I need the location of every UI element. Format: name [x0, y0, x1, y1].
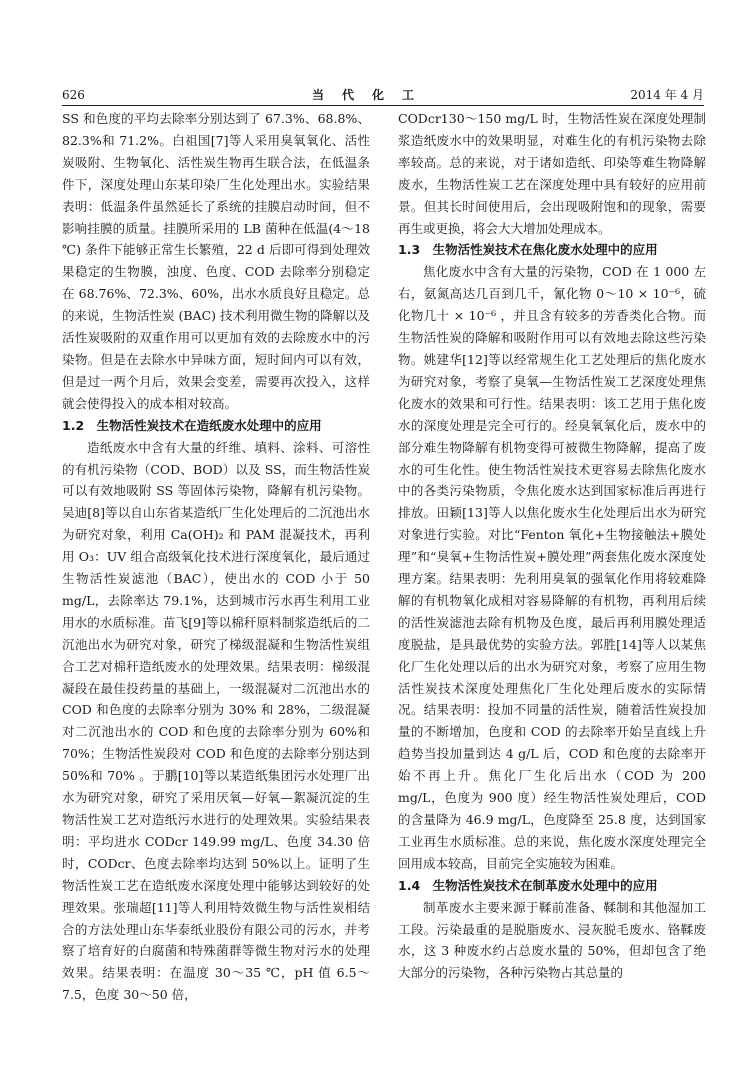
running-header	[62, 86, 704, 104]
left-paragraph-1: SS 和色度的平均去除率分别达到了 67.3%、68.8%、82.3%和 71.2%。白祖国[7]等人采用臭氧氧化、活性炭吸附、生物氧化、活性炭生物再生联合法，在低温条件下，深度处理山东某印染厂生化处理出水。实验结果表明：低温条件虽然延长了系统的挂膜启动时间，但不影响挂膜的质量。挂膜所采用的 LB 菌种在低温(4～18 ℃) 条件下能够正常生长繁殖，22 d 后即可得到处理效果稳定的生物膜，浊度、色度、COD 去除率分别稳定在 68.76%、72.3%、60%，出水水质良好且稳定。总的来说，生物活性炭 (BAC) 技术利用微生物的降解以及活性炭吸附的双重作用可以更加有效的去除废水中的污染物。但是在去除水中异味方面，短时间内可以有效，但是过一两个月后，效果会变差，需要再次投入，这样就会使得投入的成本相对较高。	[62, 111, 370, 411]
issue-date: 2014 年 4 月	[630, 88, 704, 102]
right-paragraph-2: 焦化废水中含有大量的污染物，COD 在 1 000 左右，氨氮高达几百到几千，氰化物 0～10 × 10⁻⁶，硫化物几十 × 10⁻⁶ ，并且含有较多的芳香类化合物。而生物活性炭的降解和吸附作用可以有效地去除这些污染物。姚建华[12]等以经常规生化工艺处理后的焦化废水为研究对象，考察了臭氧—生物活性炭工艺深度处理焦化废水的效果和可行性。结果表明：该工艺用于焦化废水的深度处理是完全可行的。经臭氧氧化后，废水中的部分难生物降解有机物变得可被微生物降解，提高了废水的可生化性。使生物活性炭技术更容易去除焦化废水中的各类污染物质，令焦化废水达到国家标准后再进行排放。田颖[13]等人以焦化废水生化处理后出水为研究对象进行实验。对比“Fenton 氧化+生物接触法+膜处理”和“臭氧+生物活性炭+膜处理”两套焦化废水深度处理方案。结果表明：先利用臭氧的强氧化作用将较难降解的有机物氧化成相对容易降解的有机物，再利用后续的活性炭滤池去除有机物及色度，最后再利用膜处理适度脱盐，是具最优势的实验方法。郭胜[14]等人以某焦化厂生化处理以后的出水为研究对象，考察了应用生物活性炭技术深度处理焦化厂生化处理后废水的实际情况。结果表明：投加不同量的活性炭，随着活性炭投加量的不断增加，色度和 COD 的去除率开始呈直线上升趋势当投加量到达 4 g/L 后，COD 和色度的去除率开始不再上升。焦化厂生化后出水（COD 为 200 mg/L，色度为 900 度）经生物活性炭处理后，COD 的含量降为 46.9 mg/L，色度降至 25.8 度，达到国家工业再生水质标准。总的来说，焦化废水深度处理完全回用成本较高，目前完全实施较为困难。	[398, 264, 706, 871]
journal-name: 当代化工	[312, 88, 433, 102]
right-column	[398, 108, 706, 1068]
page-number: 626	[62, 88, 85, 102]
section-1-3-heading: 1.3 生物活性炭技术在焦化废水处理中的应用	[398, 242, 658, 258]
right-paragraph-3: 制革废水主要来源于鞣前准备、鞣制和其他湿加工工段。污染最重的是脱脂废水、浸灰脱毛废水、铬鞣废水，这 3 种废水约占总废水量的 50%，但却包含了绝大部分的污染物，各种污染物占其总量的	[398, 899, 706, 981]
left-column	[62, 108, 370, 1068]
section-1-4-heading: 1.4 生物活性炭技术在制革废水处理中的应用	[398, 877, 658, 893]
header-rule	[62, 105, 704, 106]
right-paragraph-1: CODcr130～150 mg/L 时，生物活性炭在深度处理制浆造纸废水中的效果明显，对难生化的有机污染物去除率较高。总的来说，对于诸如造纸、印染等难生物降解废水，生物活性炭工艺在深度处理中具有较好的应用前景。但其长时间使用后，会出现吸附饱和的现象，需要再生或更换，将会大大增加处理成本。	[398, 111, 706, 236]
left-paragraph-2: 造纸废水中含有大量的纤维、填料、涂料、可溶性的有机污染物（COD、BOD）以及 SS，而生物活性炭可以有效地吸附 SS 等固体污染物，降解有机污染物。吴迪[8]等以自山东省某造纸厂生化处理后的二沉池出水为研究对象，利用 Ca(OH)₂ 和 PAM 混凝技术，再利用 O₃：UV 组合高级氧化技术进行深度氧化，最后通过生物活性炭滤池（BAC），使出水的 COD 小于 50 mg/L，去除率达 79.1%，达到城市污水再生利用工业用水的水质标准。苗飞[9]等以棉秆原料制浆造纸后的二沉池出水为研究对象，研究了梯级混凝和生物活性炭组合工艺对棉秆造纸废水的处理效果。结果表明：梯级混凝段在最佳投药量的基础上，一级混凝对二沉池出水的 COD 和色度的去除率分别为 30% 和 28%，二级混凝对二沉池出水的 COD 和色度的去除率分别为 60%和 70%；生物活性炭段对 COD 和色度的去除率分别达到 50%和 70% 。于鹏[10]等以某造纸集团污水处理厂出水为研究对象，研究了采用厌氧—好氧—絮凝沉淀的生物活性炭工艺对造纸污水进行的处理效果。实验结果表明：平均进水 CODcr 149.99 mg/L、色度 34.30 倍时，CODcr、色度去除率均达到 50%以上。证明了生物活性炭工艺在造纸废水深度处理中能够达到较好的处理效果。张瑞超[11]等人利用特效微生物与活性炭相结合的方法处理山东华泰纸业股份有限公司的污水，并考察了培育好的白腐菌和特殊菌群等微生物对污水的处理效果。结果表明：在温度 30～35 ℃，pH 值 6.5～7.5，色度 30～50 倍，	[62, 439, 370, 1003]
section-1-2-heading: 1.2 生物活性炭技术在造纸废水处理中的应用	[62, 417, 322, 433]
